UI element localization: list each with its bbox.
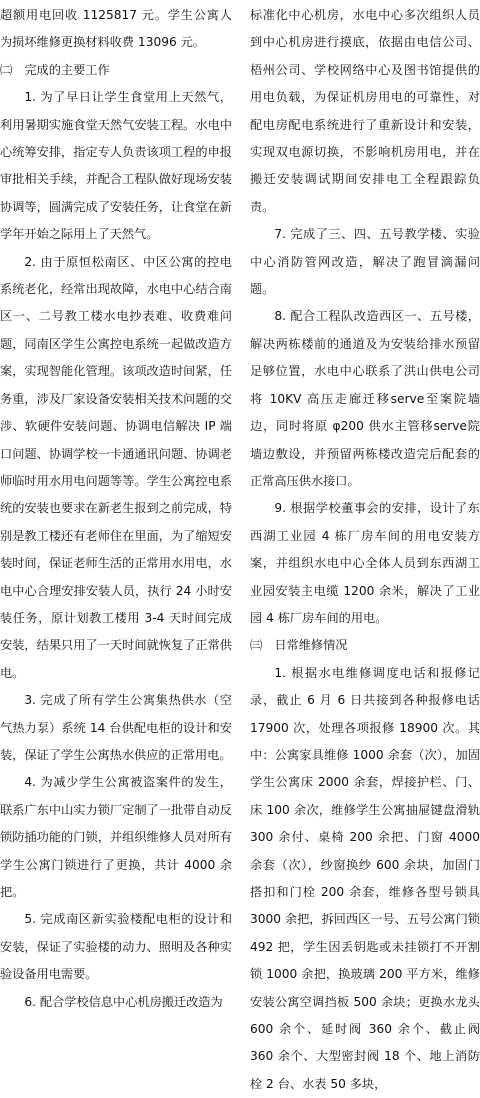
paragraph-continued: 超额用电回收 1125817 元。学生公寓人为损坏维修更换材料收费 13096 元。 (0, 8, 232, 50)
section-heading: ㈡ 完成的主要工作 (0, 62, 110, 77)
section-heading: ㈢ 日常维修情况 (250, 638, 348, 653)
paragraph: 4. 为减少学生公寓被盗案件的发生，联系广东中山实力锁厂定制了一批带自动反锁防插功能的门锁，并组织维修人员对所有学生公寓门锁进行了更换，共计 4000 余把。 (0, 775, 232, 899)
paragraph: 1. 根据水电维修调度电话和报修记录，截止 6 月 6 日共接到各种报修电话 17900 次，处理各项报修 18900 次。其中：公寓家具维修 1000 余套（次），加固学生公寓床 2000 余套，焊接护栏、门、床 100 余次，维修学生公寓抽屉键盘滑轨 300 余付、桌椅 200 余把、门窗 4000 余套（次），纱窗换纱 600 余块，加固门搭扣和门栓 200 余套，维修各型号锁具 3000 余把，拆回西区一号、五号公寓门锁 492 把，学生因丢钥匙或未挂锁打不开割锁 1000 余把，换玻璃 200 平方米，维修安装公寓空调挡板 500 余块；更换水龙头 600 余个、延时阀 360 余个、截止阀 360 余个、大型密封阀 18 个、地上消防栓 2 台、水表 50 多块， (250, 665, 480, 1091)
paragraph: 9. 根据学校董事会的安排，设计了东西湖工业园 4 栋厂房车间的用电安装方案，并组织水电中心全体人员到东西湖工业园安装主电缆 1200 余米，解决了工业园 4 栋厂房车间的用电。 (250, 501, 480, 625)
paragraph: 2. 由于原恒松南区、中区公寓的控电系统老化，经常出现故障，水电中心结合南区一、二号教工楼水电抄表难、收费难问题，同南区学生公寓控电系统一起做改造方案，实现智能化管理。该项改造时间紧，任务重，涉及厂家设备安装相关技术问题的交涉、软硬件安装问题、协调电信解决 IP 端口问题、协调学校一卡通通讯问题、协调老师临时用水用电问题等等。学生公寓控电系统的安装也要求在新老生报到之前完成，特别是教工楼还有老师住在里面，为了缩短安装时间，保证老师生活的正常用水用电，水电中心合理安排安装人员，执行 24 小时安装任务，原计划教工楼用 3-4 天时间完成安装，结果只用了一天时间就恢复了正常供电。 (0, 254, 232, 680)
left-column (0, 2, 232, 1016)
paragraph: 6. 配合学校信息中心机房搬迁改造为 (24, 994, 223, 1009)
paragraph: 1. 为了早日让学生食堂用上天然气，利用暑期实施食堂天然气安装工程。水电中心统筹安排，指定专人负责该项工程的申报审批相关手续，并配合工程队做好现场安装协调等，圆满完成了安装任务，让食堂在新学年开始之际用上了天然气。 (0, 90, 232, 242)
paragraph: 5. 完成南区新实验楼配电柜的设计和安装，保证了实验楼的动力、照明及各种实验设备用电需要。 (0, 912, 232, 982)
paragraph: 3. 完成了所有学生公寓集热供水（空气热力泵）系统 14 台供配电柜的设计和安装，保证了学生公寓热水供应的正常用电。 (0, 693, 232, 762)
right-column (250, 2, 480, 1098)
paragraph-continued: 标准化中心机房，水电中心多次组织人员到中心机房进行摸底，依据由电信公司、梧州公司、学校网络中心及图书馆提供的用电负载，为保证机房用电的可靠性，对配电房配电系统进行了重新设计和安装，实现双电源切换，不影响机房用电，并在搬迁安装调试期间安排电工全程跟踪负责。 (250, 8, 480, 214)
paragraph: 7. 完成了三、四、五号教学楼、实验中心消防管网改造，解决了跑冒滴漏问题。 (250, 227, 480, 297)
paragraph: 8. 配合工程队改造西区一、五号楼，解决两栋楼前的通道及为安装给排水预留足够位置，水电中心联系了洪山供电公司将 10KV 高压走廊迁移serve至案院墙边，同时将原 φ200 供水主管移serve院墙边敷设，并预留两栋楼改造完后配套的正常高压供水接口。 (250, 309, 480, 488)
